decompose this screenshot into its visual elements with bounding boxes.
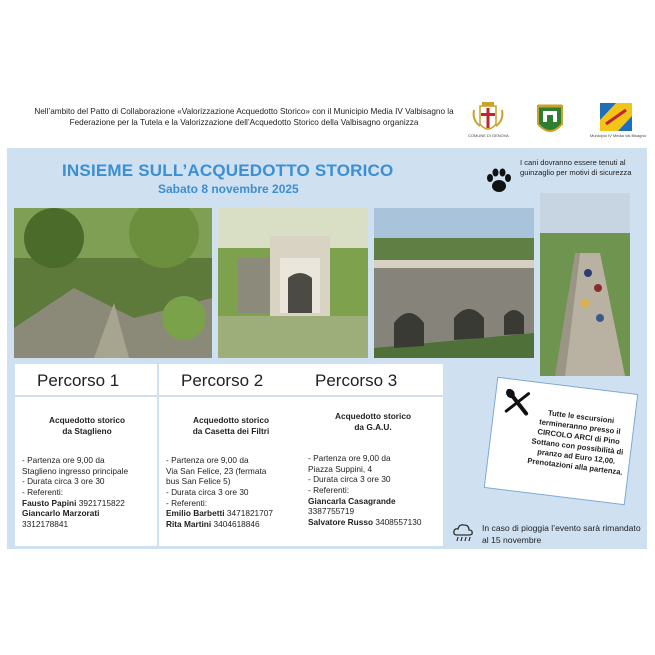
- route-departure: - Partenza ore 9,00 da: [166, 455, 249, 466]
- dogs-leash-note: I cani dovranno essere tenuti al guinzaglio per motivi di sicurezza: [520, 158, 632, 177]
- route-name-line: Acquedotto storico: [192, 415, 270, 425]
- referent-phone: 3387755719: [308, 506, 355, 517]
- green-shield-icon: [530, 100, 570, 140]
- route-referent: [166, 519, 296, 530]
- route-referents-label: - Referenti:: [166, 497, 208, 508]
- referent-name: Rita Martini: [166, 518, 212, 529]
- referent-phone: 3312178841: [22, 518, 69, 529]
- referent-phone: 3408557130: [375, 516, 422, 527]
- route-title: Percorso 3: [301, 364, 443, 397]
- route-card-2: [159, 364, 301, 546]
- lunch-note-card: [484, 377, 639, 505]
- route-referent: [308, 517, 438, 528]
- route-name-line: Acquedotto storico: [334, 411, 412, 421]
- route-card-3: [301, 364, 443, 546]
- referent-name: Fausto Papini: [22, 497, 77, 508]
- route-departure: Staglieno ingresso principale: [22, 465, 129, 476]
- route-referent: [22, 498, 152, 509]
- paw-icon: [484, 166, 514, 196]
- route-departure: Piazza Suppini, 4: [308, 463, 373, 474]
- route-name-line: da G.A.U.: [354, 421, 392, 432]
- lunch-note-text: Tutte le escursioni termineranno presso il CIRCOLO ARCI di Pino Sottano con possibilità di pranzo ad Euro 12,00. Prenotazioni alla partenza.: [526, 408, 624, 477]
- organizer-text: Nell’ambito del Patto di Collaborazione «Valorizzazione Acquedotto Storico» con il Municipio Media IV Valbisagno la Federazione per la Tutela e la Valorizzazione dell’Acquedotto Storico della Valbisagno organizza: [34, 107, 454, 127]
- referent-phone: 3404618846: [213, 518, 260, 529]
- route-duration: - Durata circa 3 ore 30: [308, 474, 391, 485]
- photo-casetta-filtri: [218, 208, 368, 358]
- photo-hikers-walkway: [540, 193, 630, 376]
- referent-phone: 3921715822: [78, 497, 125, 508]
- route-title: Percorso 2: [159, 364, 301, 397]
- cutlery-icon: [502, 387, 533, 418]
- route-title: Percorso 1: [15, 364, 157, 397]
- route-departure: - Partenza ore 9,00 da: [22, 455, 105, 466]
- referent-name: Salvatore Russo: [308, 516, 374, 527]
- route-name-line: da Staglieno: [62, 425, 112, 436]
- route-departure: - Partenza ore 9,00 da: [308, 453, 391, 464]
- genova-coat-of-arms-icon: [468, 100, 508, 140]
- event-date: Sabato 8 novembre 2025: [158, 182, 299, 196]
- logo-caption-municipio: Municipio IV Media Val Bisagno: [590, 133, 646, 138]
- route-card-1: [15, 364, 157, 546]
- route-referents-label: - Referenti:: [308, 484, 350, 495]
- route-duration: - Durata circa 3 ore 30: [166, 486, 249, 497]
- route-referent: [166, 508, 296, 519]
- referent-phone: 3471821707: [226, 508, 274, 519]
- route-name-line: da Casetta dei Filtri: [192, 425, 270, 436]
- rain-postponement-note: In caso di pioggia l’evento sarà rimandato al 15 novembre: [482, 523, 641, 545]
- referent-name: Giancarlo Marzorati: [22, 508, 100, 519]
- event-title: INSIEME SULL’ACQUEDOTTO STORICO: [62, 161, 394, 180]
- referent-name: Emilio Barbetti: [166, 508, 225, 519]
- route-duration: - Durata circa 3 ore 30: [22, 476, 105, 487]
- photo-aqueduct-bridge: [374, 208, 534, 358]
- logo-bar: [468, 100, 646, 140]
- referent-name: Giancarla Casagrande: [308, 495, 396, 506]
- rain-cloud-icon: [452, 522, 474, 544]
- logo-caption-genova: COMUNE DI GENOVA: [468, 133, 509, 138]
- route-referents-label: - Referenti:: [22, 486, 64, 497]
- route-departure: Via San Felice, 23 (fermata: [166, 465, 267, 476]
- municipio-logo-icon: [590, 100, 646, 140]
- photo-staglieno-path: [14, 208, 212, 358]
- route-name-line: Acquedotto storico: [48, 415, 126, 425]
- route-departure: bus San Felice 5): [166, 476, 231, 487]
